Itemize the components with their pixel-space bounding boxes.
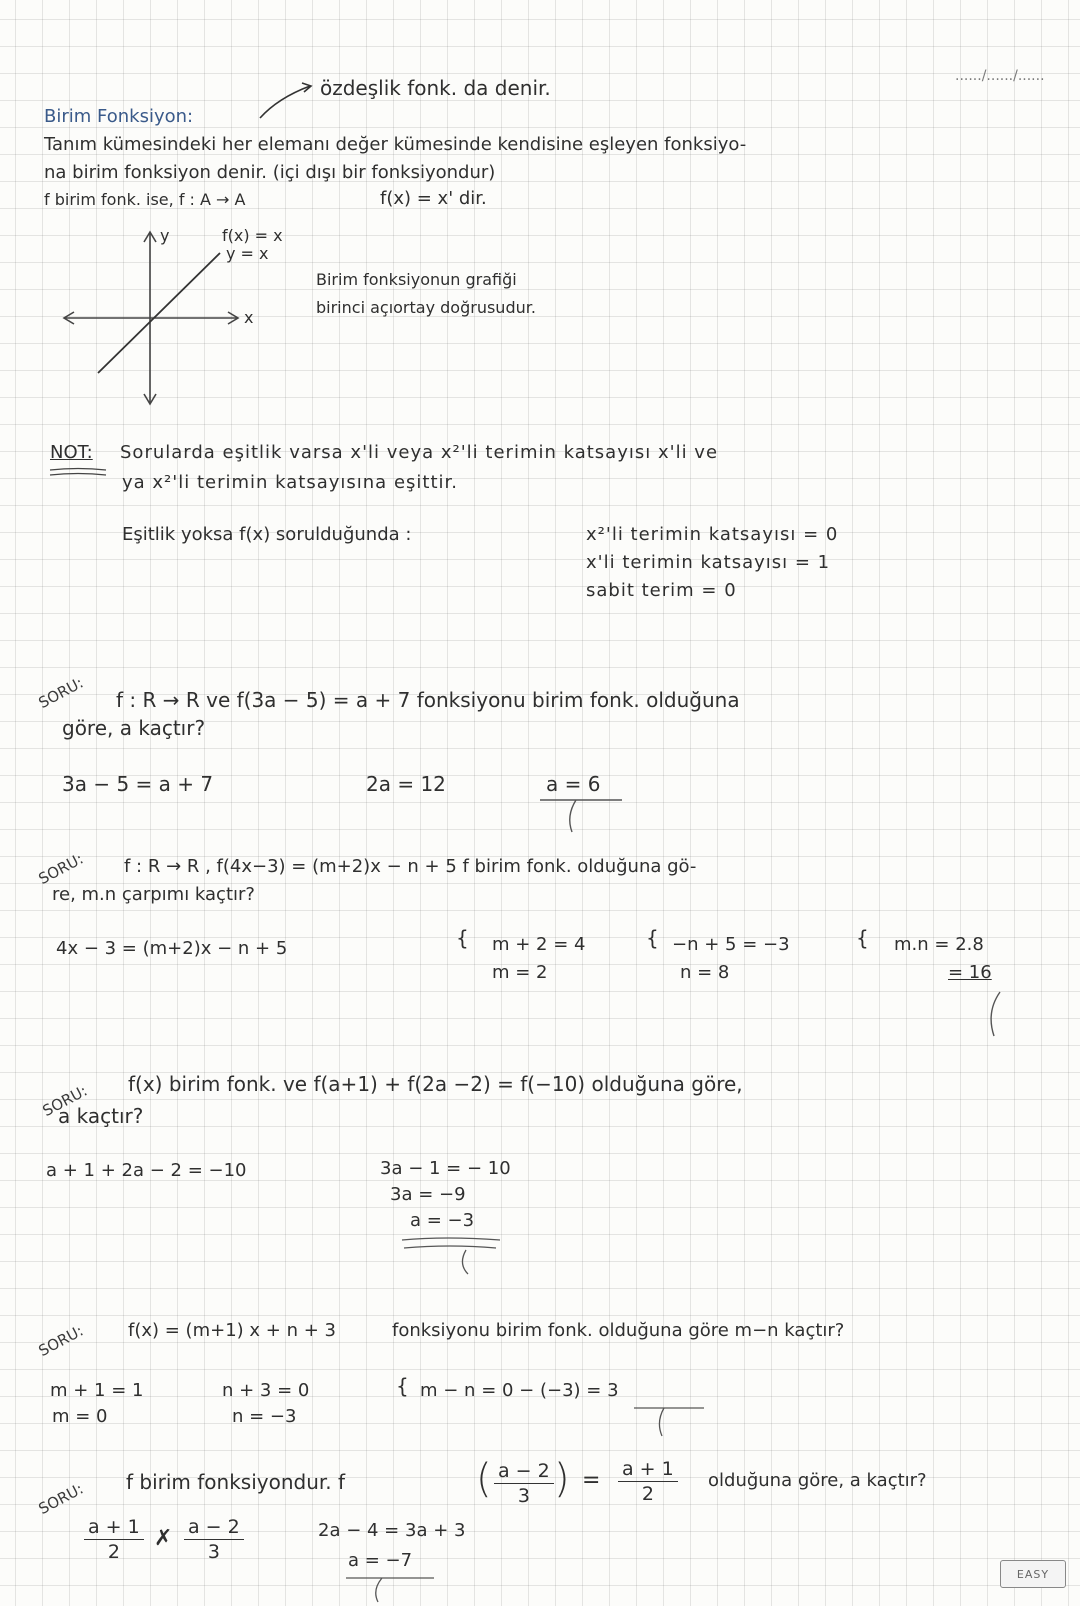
question-3-answer-mark bbox=[396, 1236, 506, 1276]
note-rule-2: x'li terimin katsayısı = 1 bbox=[586, 552, 831, 573]
question-5-line-1b: olduğuna göre, a kaçtır? bbox=[708, 1470, 927, 1491]
question-2-brace-2: { bbox=[646, 926, 659, 950]
question-2-brace-3: { bbox=[856, 926, 869, 950]
graph-axis-y: y bbox=[160, 226, 170, 245]
question-2-step-2a: m + 2 = 4 bbox=[492, 934, 586, 955]
watermark-logo: EASY bbox=[1000, 1560, 1066, 1588]
question-5-answer: a = −7 bbox=[348, 1550, 413, 1571]
note-rule-3: sabit terim = 0 bbox=[586, 580, 737, 601]
question-4-step-2a: n + 3 = 0 bbox=[222, 1380, 310, 1401]
note-label: NOT: bbox=[50, 442, 93, 463]
question-5-paren-close: ) bbox=[554, 1456, 570, 1502]
question-5-left-numerator: a + 1 bbox=[84, 1516, 144, 1540]
question-1-answer: a = 6 bbox=[546, 772, 601, 796]
question-5-cross-multiply-icon: ✗ bbox=[154, 1526, 173, 1551]
graph-label-yx: y = x bbox=[226, 244, 269, 263]
question-5-right-numerator: a − 2 bbox=[184, 1516, 244, 1540]
question-5-tag: SORU: bbox=[35, 1479, 87, 1518]
question-3-line-2: a kaçtır? bbox=[58, 1104, 144, 1128]
question-2-brace-1: { bbox=[456, 926, 469, 950]
question-5-equals: = bbox=[582, 1468, 601, 1493]
section-title: Birim Fonksiyon: bbox=[44, 106, 194, 127]
question-3-line-1: f(x) birim fonk. ve f(a+1) + f(2a −2) = f(−10) olduğuna göre, bbox=[128, 1072, 743, 1096]
question-5-arg-denominator: 3 bbox=[517, 1485, 530, 1507]
question-2-step-3a: −n + 5 = −3 bbox=[672, 934, 790, 955]
annotation-text: özdeşlik fonk. da denir. bbox=[320, 76, 551, 100]
question-3-tag: SORU: bbox=[39, 1081, 91, 1120]
question-5-rhs-fraction bbox=[618, 1458, 678, 1505]
question-5-left-denominator: 2 bbox=[107, 1541, 120, 1563]
question-1-line-2: göre, a kaçtır? bbox=[62, 716, 206, 740]
definition-line-1: Tanım kümesindeki her elemanı değer kümesinde kendisine eşleyen fonksiyo- bbox=[44, 134, 747, 155]
graph-caption-2: birinci açıortay doğrusudur. bbox=[316, 298, 536, 317]
question-5-answer-mark bbox=[342, 1574, 442, 1604]
question-1-tag: SORU: bbox=[35, 673, 87, 712]
question-5-rhs-numerator: a + 1 bbox=[618, 1458, 678, 1482]
note-underline bbox=[48, 466, 108, 478]
question-3-step-2a: 3a − 1 = − 10 bbox=[380, 1158, 511, 1179]
identity-line bbox=[98, 253, 220, 373]
graph-axis-x: x bbox=[244, 308, 254, 327]
question-4-answer: m − n = 0 − (−3) = 3 bbox=[420, 1380, 619, 1401]
date-placeholder: ....../....../...... bbox=[955, 68, 1045, 84]
question-5-rhs-denominator: 2 bbox=[641, 1483, 654, 1505]
question-3-step-1: a + 1 + 2a − 2 = −10 bbox=[46, 1160, 247, 1181]
question-4-tag: SORU: bbox=[35, 1321, 87, 1360]
question-2-step-4a: m.n = 2.8 bbox=[894, 934, 984, 955]
question-5-arg-numerator: a − 2 bbox=[494, 1460, 554, 1484]
question-4-answer-mark bbox=[630, 1404, 710, 1440]
question-4-step-1b: m = 0 bbox=[52, 1406, 108, 1427]
question-4-line-1b: fonksiyonu birim fonk. olduğuna göre m−n kaçtır? bbox=[392, 1320, 845, 1341]
question-4-brace: { bbox=[396, 1374, 409, 1398]
question-2-answer-mark bbox=[980, 990, 1020, 1040]
question-2-answer: = 16 bbox=[948, 962, 992, 983]
note-line-2: ya x²'li terimin katsayısına eşittir. bbox=[122, 472, 458, 493]
question-2-step-2b: m = 2 bbox=[492, 962, 548, 983]
note-line-1: Sorularda eşitlik varsa x'li veya x²'li terimin katsayısı x'li ve bbox=[120, 442, 719, 463]
question-1-line-1: f : R → R ve f(3a − 5) = a + 7 fonksiyonu birim fonk. olduğuna bbox=[116, 688, 740, 712]
note-condition: Eşitlik yoksa f(x) sorulduğunda : bbox=[122, 524, 412, 545]
question-5-paren-open: ( bbox=[476, 1456, 492, 1502]
question-5-line-1a: f birim fonksiyondur. f bbox=[126, 1470, 346, 1494]
question-4-step-2b: n = −3 bbox=[232, 1406, 297, 1427]
question-1-step-1: 3a − 5 = a + 7 bbox=[62, 772, 214, 796]
question-2-line-2: re, m.n çarpımı kaçtır? bbox=[52, 884, 255, 905]
question-5-step-2: 2a − 4 = 3a + 3 bbox=[318, 1520, 466, 1541]
question-1-answer-mark bbox=[536, 796, 626, 836]
question-2-line-1: f : R → R , f(4x−3) = (m+2)x − n + 5 f birim fonk. olduğuna gö- bbox=[124, 856, 697, 877]
question-3-step-2b: 3a = −9 bbox=[390, 1184, 466, 1205]
graph-caption-1: Birim fonksiyonun grafiği bbox=[316, 270, 517, 289]
question-2-step-1: 4x − 3 = (m+2)x − n + 5 bbox=[56, 938, 288, 959]
question-1-step-2: 2a = 12 bbox=[366, 772, 446, 796]
question-5-right-denominator: 3 bbox=[207, 1541, 220, 1563]
graph-label-fx: f(x) = x bbox=[222, 226, 283, 245]
question-3-answer: a = −3 bbox=[410, 1210, 475, 1231]
question-5-left-fraction bbox=[84, 1516, 144, 1563]
definition-line-3b: f(x) = x' dir. bbox=[380, 188, 487, 209]
question-2-tag: SORU: bbox=[35, 849, 87, 888]
definition-line-2: na birim fonksiyon denir. (içi dışı bir fonksiyondur) bbox=[44, 162, 496, 183]
definition-line-3a: f birim fonk. ise, f : A → A bbox=[44, 190, 246, 209]
note-rule-1: x²'li terimin katsayısı = 0 bbox=[586, 524, 839, 545]
annotation-arrow bbox=[258, 80, 318, 120]
question-5-arg-fraction bbox=[494, 1460, 554, 1507]
question-2-step-3b: n = 8 bbox=[680, 962, 730, 983]
question-4-step-1a: m + 1 = 1 bbox=[50, 1380, 144, 1401]
question-5-right-fraction bbox=[184, 1516, 244, 1563]
question-4-line-1a: f(x) = (m+1) x + n + 3 bbox=[128, 1320, 336, 1341]
